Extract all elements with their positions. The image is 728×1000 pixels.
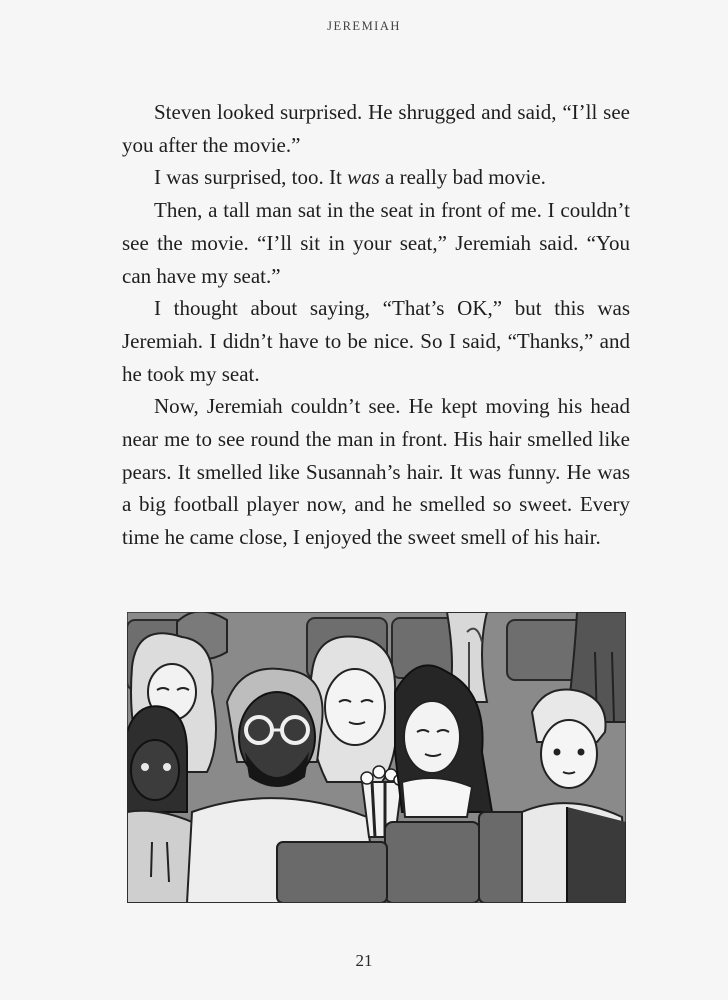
- body-text: [122, 96, 630, 554]
- page-number: 21: [355, 951, 373, 970]
- paragraph-4: I thought about saying, “That’s OK,” but this was Jeremiah. I didn’t have to be nice. So I said, “Thanks,” and he took my seat.: [122, 296, 630, 386]
- cinema-audience-drawing: [127, 612, 626, 903]
- kid-overalls: [567, 807, 626, 903]
- paragraph-1: Steven looked surprised. He shrugged and said, “I’ll see you after the movie.”: [122, 100, 630, 157]
- paragraph-5: Now, Jeremiah couldn’t see. He kept moving his head near me to see round the man in front. His hair smelled like pears. It smelled like Susannah’s hair. It was funny. He was a big football player now, and he smelled so sweet. Every time he came close, I enjoyed the sweet smell of his hair.: [122, 394, 630, 550]
- boy-left-hoodie: [127, 811, 197, 903]
- paragraph-3: Then, a tall man sat in the seat in front of me. I couldn’t see the movie. “I’ll sit in your seat,” Jeremiah said. “You can have my seat.”: [122, 198, 630, 288]
- paragraph-2-emphasis: was: [347, 165, 380, 190]
- running-head: JEREMIAH: [327, 19, 401, 33]
- paragraph-2-pre: I was surprised, too. It: [154, 165, 348, 190]
- cinema-illustration: [127, 612, 626, 903]
- paragraph-2-post: a really bad movie.: [379, 165, 546, 190]
- paragraph-2: [122, 161, 630, 194]
